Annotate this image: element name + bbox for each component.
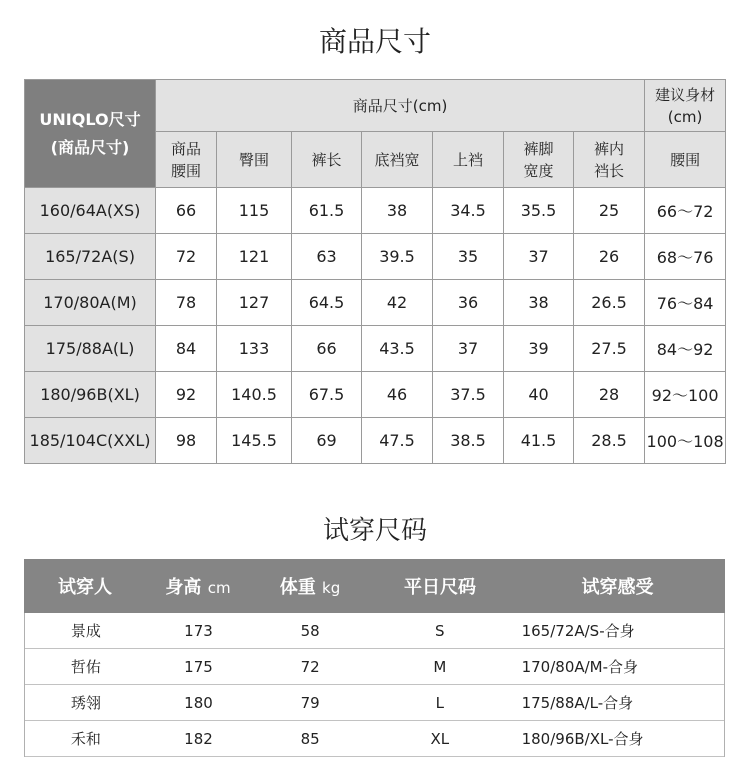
table-cell: 41.5 <box>504 418 574 464</box>
table-cell: 92～100 <box>645 372 726 418</box>
size-corner-header <box>25 80 156 188</box>
try-cell-height: 182 <box>184 729 213 748</box>
try-cell-height: 180 <box>184 693 213 712</box>
header-person: 试穿人 <box>58 577 112 598</box>
try-cell-name: 景成 <box>70 622 101 640</box>
table-cell: 27.5 <box>574 326 645 372</box>
header-weight <box>250 573 370 599</box>
try-cell-name: 琇翎 <box>70 694 101 712</box>
try-cell-feel: 180/96B/XL-合身 <box>521 730 644 748</box>
table-cell: 72 <box>156 234 217 280</box>
column-header-line2: 腰围 <box>170 161 201 180</box>
try-cell-weight: 79 <box>300 693 320 712</box>
try-cell-size: M <box>433 657 447 676</box>
header-height-unit: cm <box>207 579 231 597</box>
table-cell: 28 <box>574 372 645 418</box>
table-cell: 98 <box>156 418 217 464</box>
try-cell-size: L <box>435 693 444 712</box>
table-cell: 115 <box>217 188 292 234</box>
table-cell: 36 <box>433 280 504 326</box>
suggest-header <box>645 80 726 132</box>
column-header <box>362 132 433 188</box>
table-cell: 37 <box>504 234 574 280</box>
try-cell-feel: 165/72A/S-合身 <box>521 622 635 640</box>
table-cell: 46 <box>362 372 433 418</box>
table-cell: 69 <box>292 418 362 464</box>
table-cell: 92 <box>156 372 217 418</box>
try-cell-name: 哲佑 <box>70 658 101 676</box>
table-cell: 76～84 <box>645 280 726 326</box>
column-header-line1: 底裆宽 <box>374 150 420 169</box>
try-table-header <box>24 559 725 613</box>
row-size-label: 160/64A(XS) <box>25 188 156 234</box>
column-header-line1: 商品 <box>170 139 201 158</box>
table-cell: 39 <box>504 326 574 372</box>
header-height-label: 身高 <box>165 577 202 598</box>
list-item <box>25 613 724 649</box>
column-header-line1: 腰围 <box>670 150 701 169</box>
table-cell: 35.5 <box>504 188 574 234</box>
try-cell-weight: 72 <box>300 657 320 676</box>
column-header-line2: 裆长 <box>594 161 625 180</box>
header-weight-label: 体重 <box>279 577 316 598</box>
table-cell: 64.5 <box>292 280 362 326</box>
row-size-label: 180/96B(XL) <box>25 372 156 418</box>
header-size: 平日尺码 <box>404 577 476 598</box>
try-cell-size: XL <box>430 729 450 748</box>
column-header <box>645 132 726 188</box>
try-cell-feel: 175/88A/L-合身 <box>521 694 634 712</box>
table-cell: 38.5 <box>433 418 504 464</box>
size-table <box>24 79 726 464</box>
column-header-line1: 裤脚 <box>523 139 554 158</box>
try-table-title: 试穿尺码 <box>322 516 427 546</box>
column-header-line2: 宽度 <box>523 161 554 180</box>
table-cell: 43.5 <box>362 326 433 372</box>
try-cell-size: S <box>435 621 445 640</box>
table-cell: 63 <box>292 234 362 280</box>
column-header-line1: 上裆 <box>452 150 483 169</box>
try-cell-feel: 170/80A/M-合身 <box>521 658 639 676</box>
group-header: 商品尺寸(cm) <box>156 80 645 132</box>
try-cell-weight: 58 <box>300 621 320 640</box>
header-height <box>146 573 250 599</box>
row-size-label: 175/88A(L) <box>25 326 156 372</box>
table-cell: 145.5 <box>217 418 292 464</box>
table-cell: 68～76 <box>645 234 726 280</box>
table-cell: 127 <box>217 280 292 326</box>
column-header <box>574 132 645 188</box>
table-cell: 38 <box>504 280 574 326</box>
table-cell: 140.5 <box>217 372 292 418</box>
table-row <box>25 188 726 234</box>
corner-line2: (商品尺寸) <box>50 137 130 157</box>
column-header-line1: 裤长 <box>311 150 342 169</box>
table-cell: 40 <box>504 372 574 418</box>
table-cell: 66～72 <box>645 188 726 234</box>
table-cell: 37 <box>433 326 504 372</box>
table-cell: 84 <box>156 326 217 372</box>
table-cell: 66 <box>156 188 217 234</box>
row-size-label: 185/104C(XXL) <box>25 418 156 464</box>
table-cell: 133 <box>217 326 292 372</box>
table-cell: 67.5 <box>292 372 362 418</box>
column-header <box>217 132 292 188</box>
column-header <box>292 132 362 188</box>
column-header-line1: 裤内 <box>594 139 625 158</box>
list-item <box>25 721 724 757</box>
table-cell: 66 <box>292 326 362 372</box>
row-size-label: 165/72A(S) <box>25 234 156 280</box>
row-size-label: 170/80A(M) <box>25 280 156 326</box>
try-table <box>24 559 725 757</box>
column-header-line1: 臀围 <box>238 150 269 169</box>
column-header <box>433 132 504 188</box>
column-header <box>504 132 574 188</box>
try-table-body <box>24 613 725 757</box>
table-cell: 100～108 <box>645 418 726 464</box>
table-cell: 35 <box>433 234 504 280</box>
header-feel: 试穿感受 <box>581 577 654 598</box>
table-row <box>25 418 726 464</box>
table-row <box>25 326 726 372</box>
table-cell: 61.5 <box>292 188 362 234</box>
table-row <box>25 372 726 418</box>
table-cell: 37.5 <box>433 372 504 418</box>
list-item <box>25 685 724 721</box>
suggest-line1: 建议身材 <box>655 85 716 104</box>
table-row <box>25 280 726 326</box>
table-cell: 39.5 <box>362 234 433 280</box>
table-cell: 28.5 <box>574 418 645 464</box>
table-cell: 121 <box>217 234 292 280</box>
try-cell-height: 175 <box>184 657 213 676</box>
list-item <box>25 649 724 685</box>
table-row <box>25 234 726 280</box>
table-cell: 26.5 <box>574 280 645 326</box>
table-cell: 38 <box>362 188 433 234</box>
table-cell: 42 <box>362 280 433 326</box>
table-cell: 34.5 <box>433 188 504 234</box>
corner-line1: UNIQLO尺寸 <box>39 109 141 129</box>
header-weight-unit: kg <box>322 579 341 597</box>
suggest-line2: (cm) <box>667 107 703 126</box>
size-table-title: 商品尺寸 <box>318 25 431 58</box>
table-cell: 78 <box>156 280 217 326</box>
try-cell-weight: 85 <box>300 729 320 748</box>
column-header <box>156 132 217 188</box>
table-cell: 84～92 <box>645 326 726 372</box>
table-cell: 26 <box>574 234 645 280</box>
table-cell: 25 <box>574 188 645 234</box>
try-cell-name: 禾和 <box>70 730 101 748</box>
try-cell-height: 173 <box>184 621 213 640</box>
table-cell: 47.5 <box>362 418 433 464</box>
